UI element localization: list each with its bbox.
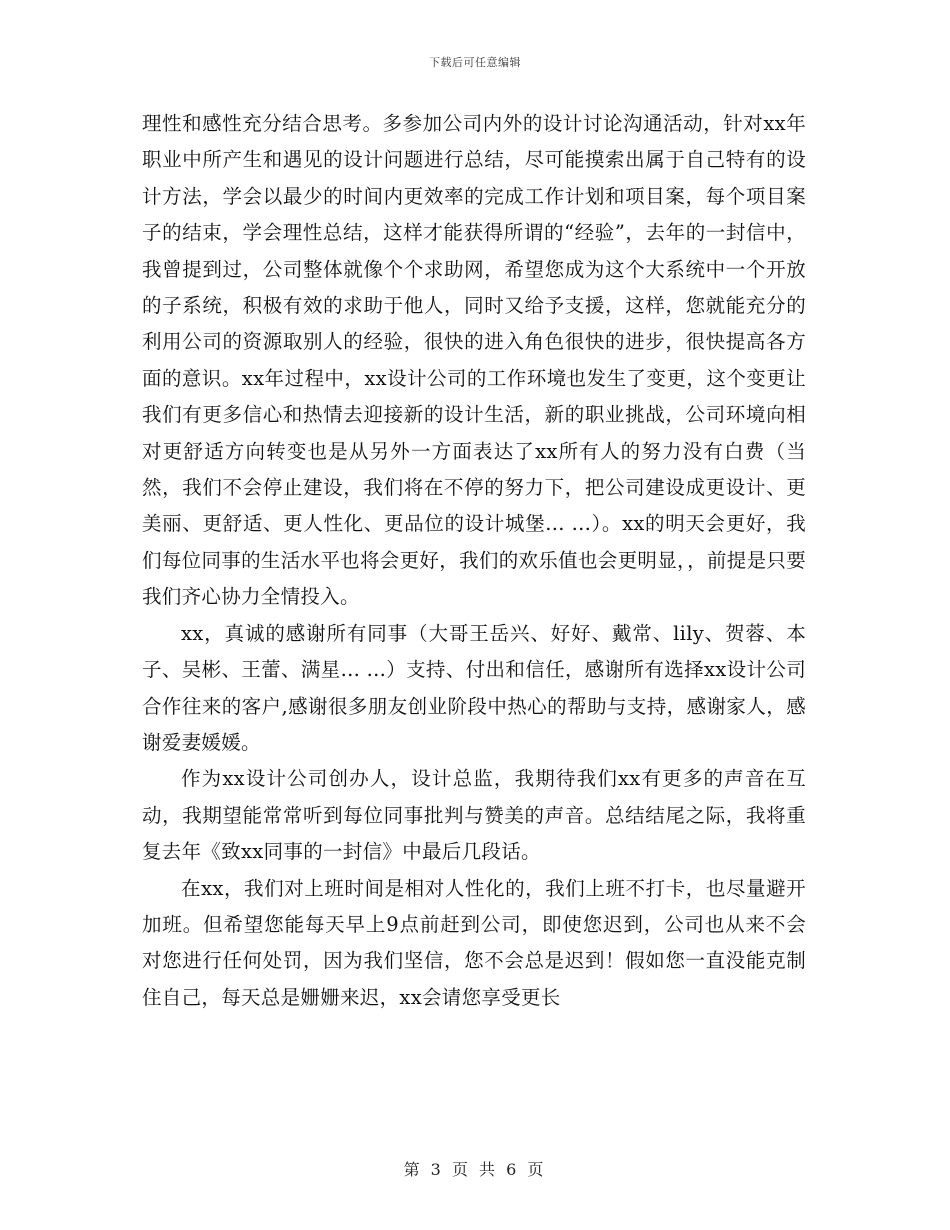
paragraph-continuation: 理性和感性充分结合思考。多参加公司内外的设计讨论沟通活动，针对xx年职业中所产生和遇见的设计问题进行总结，尽可能摸索出属于自己特有的设计方法，学会以最少的时间内更效率的完成工作计划和项目案，每个项目案子的结束，学会理性总结，这样才能获得所谓的“经验”，去年的一封信中，我曾提到过，公司整体就像个个求助网，希望您成为这个大系统中一个开放的子系统，积极有效的求助于他人，同时又给予支援，这样，您就能充分的利用公司的资源取别人的经验，很快的进入角色很快的进步，很快提高各方面的意识。xx年过程中，xx设计公司的工作环境也发生了变更，这个变更让我们有更多信心和热情去迎接新的设计生活，新的职业挑战，公司环境向相对更舒适方向转变也是从另外一方面表达了xx所有人的努力没有白费（当然，我们不会停止建设，我们将在不停的努力下，把公司建设成更设计、更美丽、更舒适、更人性化、更品位的设计城堡... ...）。xx的明天会更好，我们每位同事的生活水平也将会更好，我们的欢乐值也会更明显，，前提是只要我们齐心协力全情投入。 (142, 112, 806, 609)
page-header: 下载后可任意编辑 (429, 56, 521, 69)
paragraph-founder: 作为xx设计公司创办人，设计总监，我期待我们xx有更多的声音在互动，我期望能常常听到每位同事批判与赞美的声音。总结结尾之际，我将重复去年《致xx同事的一封信》中最后几段话。 (142, 767, 806, 864)
document-body (142, 106, 806, 1016)
page-footer: 第 3 页 共 6 页 (403, 1160, 547, 1179)
paragraph-work-hours: 在xx，我们对上班时间是相对人性化的，我们上班不打卡，也尽量避开加班。但希望您能每天早上9点前赶到公司，即使您迟到，公司也从来不会对您进行任何处罚，因为我们坚信，您不会总是迟到！假如您一直没能克制住自己，每天总是姗姗来迟，xx会请您享受更长 (142, 876, 806, 1009)
paragraph-thanks: xx，真诚的感谢所有同事（大哥王岳兴、好好、戴常、lily、贺蓉、本子、吴彬、王蕾、满星... ...）支持、付出和信任，感谢所有选择xx设计公司合作往来的客户,感谢很多朋友创业阶段中热心的帮助与支持，感谢家人，感谢爱妻媛媛。 (142, 621, 806, 754)
